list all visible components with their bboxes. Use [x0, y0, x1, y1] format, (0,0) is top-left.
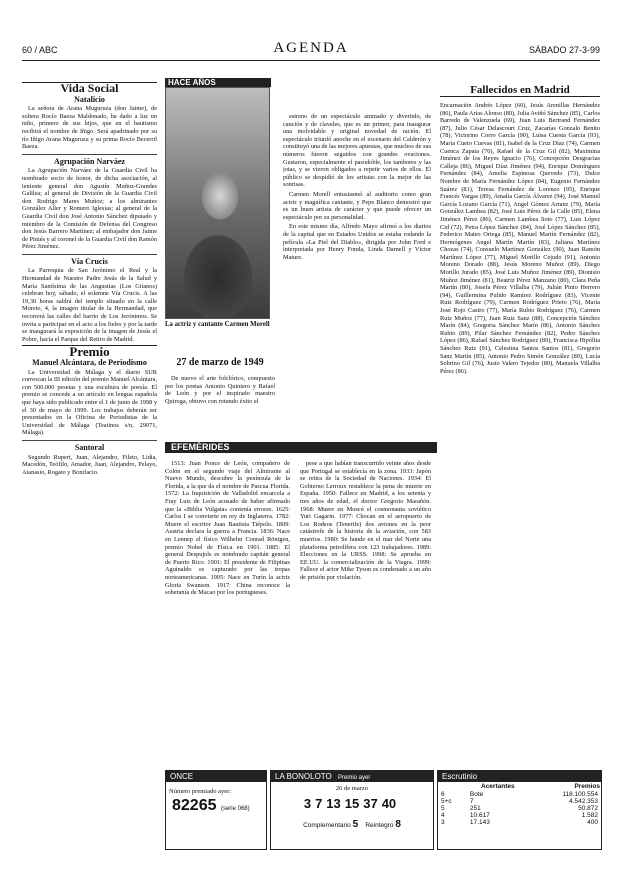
efemerides-col-1: [165, 460, 290, 760]
table-row: [438, 805, 601, 812]
narvaez-title: Agrupación Narváez: [54, 156, 125, 166]
efemerides-banner: EFEMÉRIDES: [165, 442, 437, 453]
once-label: Número premiado ayer:: [169, 788, 232, 795]
bonoloto-numbers: [271, 795, 433, 813]
page-header: [22, 42, 600, 61]
reintegro-value: 8: [395, 819, 401, 830]
hace-anos-banner: HACE AÑOS: [165, 78, 271, 87]
bonoloto-box: [270, 770, 434, 850]
premio-text: La Universidad de Málaga y el diario SUR convocan la III edición del premio Manuel Alcántara, con 500.000 pesetas y una escultura de poesía. El premio se concede a un artículo en lengua española que haya sido publicado entre el 1 de junio de 1998 y el 30 de mayo de 1999. Los trabajos deberán ser presentados en la Oficina de Periodistas de la Universidad de Málaga (Teatinos s/n, 29071, Málaga).: [22, 368, 157, 437]
table-row: [438, 812, 601, 819]
escrutinio-table: [438, 782, 601, 826]
vida-social-title: Vida Social: [22, 82, 157, 93]
table-cell-cat: 4: [441, 812, 445, 819]
natalicio-text: La señora de Arana Muguruza (don Jaime), de soltera Rocío Baeza Maldonado, ha dado a luz un niño, primero de sus hijos, que en el bautismo recibirá el nombre de Iñigo. Será apadrinado por su tío Iñigo Arana Muguruza y su prima Rocío Becerril Baeza.: [22, 105, 157, 151]
vida-social-column: [22, 80, 157, 870]
table-row: [438, 791, 601, 798]
table-cell-cat: 5+c: [441, 798, 452, 805]
escrutinio-box: [437, 770, 602, 850]
bonoloto-date: 26 de marzo: [335, 785, 369, 792]
col-cat: [438, 782, 467, 791]
crucis-title: Vía Crucis: [71, 256, 108, 266]
bonoloto-tab: [271, 771, 433, 782]
bonoloto-extras: [271, 819, 433, 830]
complementario-label: Complementario: [303, 822, 351, 829]
page-date: SÁBADO 27-3-99: [528, 45, 600, 55]
table-cell-cat: 6: [441, 791, 445, 798]
crucis-text: La Parroquia de San Jerónimo el Real y la Hermandad de Nuestro Padre Jesús de la Salud y María Santísima de las Angustias (Los Gitanos) celebran hoy, sábado, el solemne Vía Crucis. A las 19,30 horas saldrá del templo situado en la calle Moreto, 4, la imagen titular de la Hermandad, que recorrerá las calles del barrio de Los Jerónimos. Se invita a participar en el acto a los fieles y por la tarde se inaugurará la exposición de la imagen de Jesús el Pobre, hacia el Parque del Retiro de Madrid.: [22, 267, 157, 343]
table-cell-premio: 1.582: [581, 812, 598, 819]
table-cell-cat: 3: [441, 819, 445, 826]
once-serie: (serie 068): [220, 806, 250, 812]
fallecidos-text: [440, 102, 600, 757]
table-cell-acertantes: 17.143: [469, 819, 490, 826]
santoral-text: Segundo Rupert, Juan, Alejandro, Fileto, Lidia, Macedón, Teófilo, Amador, Juan, Alejandro, Pelayo, Atanasio, Rogato y Bonifacio.: [22, 453, 157, 476]
table-row: [438, 819, 601, 826]
col-acertantes: Acertantes: [481, 783, 515, 790]
premio-title: Premio: [22, 345, 157, 356]
bonoloto-number: 15: [344, 796, 360, 811]
bonoloto-sub: Premio ayer: [338, 775, 371, 781]
bonoloto-number: 40: [381, 796, 397, 811]
fallecidos-paragraph: Encarnación Andrés López (60), Jesús Arenillas Hernández (86), Paula Arias Alonso (80), Julia Aviñó Sánchez (85), Carlos Barredo de Valenzuela (69), Juan Luis Bertrand Fernández (87), Julio César Delascourt Cruz, Zacarías Gonzalo Benito (78), Victorino Corro García (90), Luisa Cuesta García (93), María Cueto Cuevas (81), Isabel de la Cruz Díaz (74), Carmen Cuenca Zapata (70), Rafael de la Cruz Gil (82), Maximina Jiménez de los Reyes Ignacio (76), Concepción Desgracias Calleja (86), Miguel Díaz Jiménez (94), Enrique Domínguez Fernández (84), Amelia Espinosa Quevedo (73), Dulce Nombre de María Fernández López (84), Eugenio Fernández Suárez (81), Teresa Fernández de Lorenzo (95), Enrique Francés Vargas (89), Amalia García Álvarez (94), José Manuel García Lozano García (71), Angel Gómez Arranz (79), María González Lambea (82), José Luis Pérez de la Calle (85), Elena Jiménez Pérez (86), Carmen Lambea Soto (77), Luis López Cid (72), Petra López Sánchez (84), José López Sánchez (85), Federico Mateo Ortega (85), Manuel Martín Fernández (82), Hermógenes Angel Martín Martín (83), Juliana Martínez Chozas (74), Consuelo Martínez González (90), Juan Ramón Martínez López (77), Miguel Morillo Cejudo (91), Antonio Moreno Dorado (88), Jesús Moreno Muñoz (89), Diego Morillo Jurado (85), José Luis Muñoz Jiménez (89), Dionisio Muñoz Jiménez (81), Beatriz Pérez Manzano (80), Clara Peña Martín (80), Josefa Pérez Villalba (79), Julián Pinto Herrero (94), Guillermina Pulido Ramírez Rodríguez (83), Vicente Ruiz Rodríguez (79), Carmen Rodríguez Prieto (76), María José Rojo Castro (77), María Rubio Rodríguez (76), Carmen Ruiz Muñoz (77), Juan Ruiz Sanz (88), Concepción Sánchez Marín (84), Gregoria Sánchez Marín (86), Antonio Sánchez Rubio (89), Pilar Sánchez Fernández (82), Pedro Sánchez López (86), Rafael Sánchez Rodríguez (89), Francisca Hipólita Sánchez Ruiz (91), Celestina Santos Santos (81), Gregorio Sanz Martín (85), Antonio Pedro Simón González (89), Lucía Sobrino Gil (76), Justo Valero Tejedor (80), Manuela Villalba Pérez (86).: [440, 102, 600, 375]
efemerides-col-2: [300, 460, 431, 760]
premio-subtitle: Manuel Alcántara, de Periodismo: [32, 358, 147, 367]
reintegro-label: Reintegro: [365, 822, 394, 829]
fallecidos-title: Fallecidos en Madrid: [440, 84, 600, 97]
bonoloto-number: 7: [315, 796, 323, 811]
narvaez-text: La Agrupación Narváez de la Guardia Civil ha nombrado socio de honor, de dicha asociación, al teniente general don Agustín Muñoz-Grandes Galilea; al general de División de la Guardia Civil don Rodrigo Mares Muñoz; a los almirantes González Aller y Romero Iglesias; al general de la Guardia Civil don José Antonio Sánchez diputado y miembro de la Comisión de Defensa del Congreso don Jesús Barrero Martínez; al embajador don Jaime de Piniés y al coronel de la Guardia Civil don Ramón Pérez Jiménez.: [22, 167, 157, 251]
efemerides-paragraph: 1513: Juan Ponce de León, compañero de Colón en el segundo viaje del Almirante al Nuevo Mundo, descubre la península de la Florida, a la que da el nombre de Pascua Florida. 1572: La Inquisición de Valladolid encarcela a Fray Luis de León acusado de haber afirmado que la «Biblia Vulgata» contenía errores. 1625: Carlos I se convierte en rey de Inglaterra. 1782: Muere el escritor Juan Bautista Tiépolo. 1809: Austria declara la guerra a Francia. 1836: Nace en Lennep el físico Wilhelm Conrad Röntgen, premio Nobel de Física en 1901. 1885: El general Despujols es nombrado capitán general de Puerto Rico. 1901: El presidente de Filipinas Aguinaldo es capturado por las tropas norteamericanas. 1905: Nace en Turín la actriz Gloria Swanson. 1917: China reconoce la soberanía de Macao por los portugueses.: [165, 460, 290, 597]
col-premios: Premios: [574, 783, 600, 790]
carmen-morell-photo: [165, 87, 270, 319]
hace-anos-paragraph: De nuevo el arte folclórico, compuesto por los poetas Antonio Quintero y Rafael de León y por el inspirado maestro Quiroga, obtuvo con rotundo éxito el: [165, 375, 275, 405]
hace-anos-paragraph: estreno de un espectáculo animado y divertido, de canción y de claveles, que es un primor, para inaugurar una inolvidable y original novedad de ración. El espectáculo triunfó anoche en el escenario del Calderón y constituyó una de las mejores apuestas, que muchos de sus números fueron seguidos con grandes ovaciones. Gustaron, especialmente el pasodoble, los tambores y las jotas, y se vieron obligados a repetir varios de ellos. El público se despidió de los artistas con la mejor de las sonrisas.: [283, 113, 431, 189]
hace-anos-paragraph: Carmen Morell entusiasmó al auditorio como gran actriz y magnífica cantante, y Pepe Blanco demostró que es un buen artista de carácter y que puede ofrecer un espectáculo por su personalidad.: [283, 190, 431, 221]
bonoloto-number: 13: [326, 796, 341, 811]
bonoloto-tab-label: LA BONOLOTO: [275, 772, 332, 781]
table-cell-premio: 50.872: [578, 805, 598, 812]
escrutinio-rows: [438, 791, 601, 826]
complementario-value: 5: [352, 819, 359, 830]
bonoloto-number: 37: [363, 796, 378, 811]
hace-anos-paragraph: En este mismo día, Alfredo Mayo afirmó a los diarios de la capital que en Estados Unidos se estaba rodando la película «La Piel del Diablo», dirigida por John Ford e interpretada por Henry Fonda, Linda Darnell y Víctor Mature.: [283, 223, 431, 261]
divider: [22, 440, 157, 441]
once-result: [172, 797, 266, 815]
hace-anos-text-left: [165, 375, 275, 435]
table-row: [438, 798, 601, 805]
table-cell-premio: 400: [587, 819, 598, 826]
table-cell-cat: 5: [441, 805, 445, 812]
table-cell-premio: 4.542.353: [569, 798, 598, 805]
table-cell-acertantes: 10.617: [469, 812, 490, 819]
santoral-title: Santoral: [74, 442, 105, 452]
table-cell-acertantes: 7: [469, 798, 474, 805]
once-box: [165, 770, 267, 850]
photo-caption: La actriz y cantante Carmen Morell: [165, 321, 270, 328]
table-cell-premio: 118.100.554: [562, 791, 598, 798]
hace-anos-text-right: [283, 113, 431, 435]
escrutinio-tab: Escrutinio: [438, 771, 601, 782]
natalicio-title: Natalicio: [74, 94, 105, 104]
table-cell-acertantes: Bote: [469, 791, 484, 798]
hace-anos-date: 27 de marzo de 1949: [176, 357, 264, 368]
divider: [22, 154, 157, 155]
divider: [22, 254, 157, 255]
bonoloto-number: 3: [303, 796, 312, 811]
table-cell-acertantes: 251: [469, 805, 481, 812]
section-title: AGENDA: [273, 40, 349, 56]
page-number: 60 / ABC: [22, 45, 58, 55]
once-tab: ONCE: [166, 771, 266, 782]
efemerides-paragraph: pese a que habían transcurrido veinte años desde que Portugal se establecía en la zona. 1933: Japón se retira de la Sociedad de Naciones. 1934: El Gobierno Lerroux restablece la pena de muerte en España. 1950: Fallece en Madrid, a los setenta y tres años de edad, el doctor Gregorio Marañón. 1968: Muere en Moscú el cosmonauta soviético Yuri Gagarin. 1977: Chocan en el aeropuerto de Los Rodeos (Tenerife) dos aviones en la peor catástrofe de la historia de la aviación, con 583 muertos. 1980: Se hunde en el mar del Norte una plataforma petrolífera con 123 trabajadores. 1989: Elecciones en la URSS. 1998: Se aprueba en EE.UU. la comercialización de la Viagra. 1999: Fallece el actor Mike Tyson es condenado a un año de prisión por violación.: [300, 460, 431, 581]
once-number: 82265: [172, 797, 217, 814]
